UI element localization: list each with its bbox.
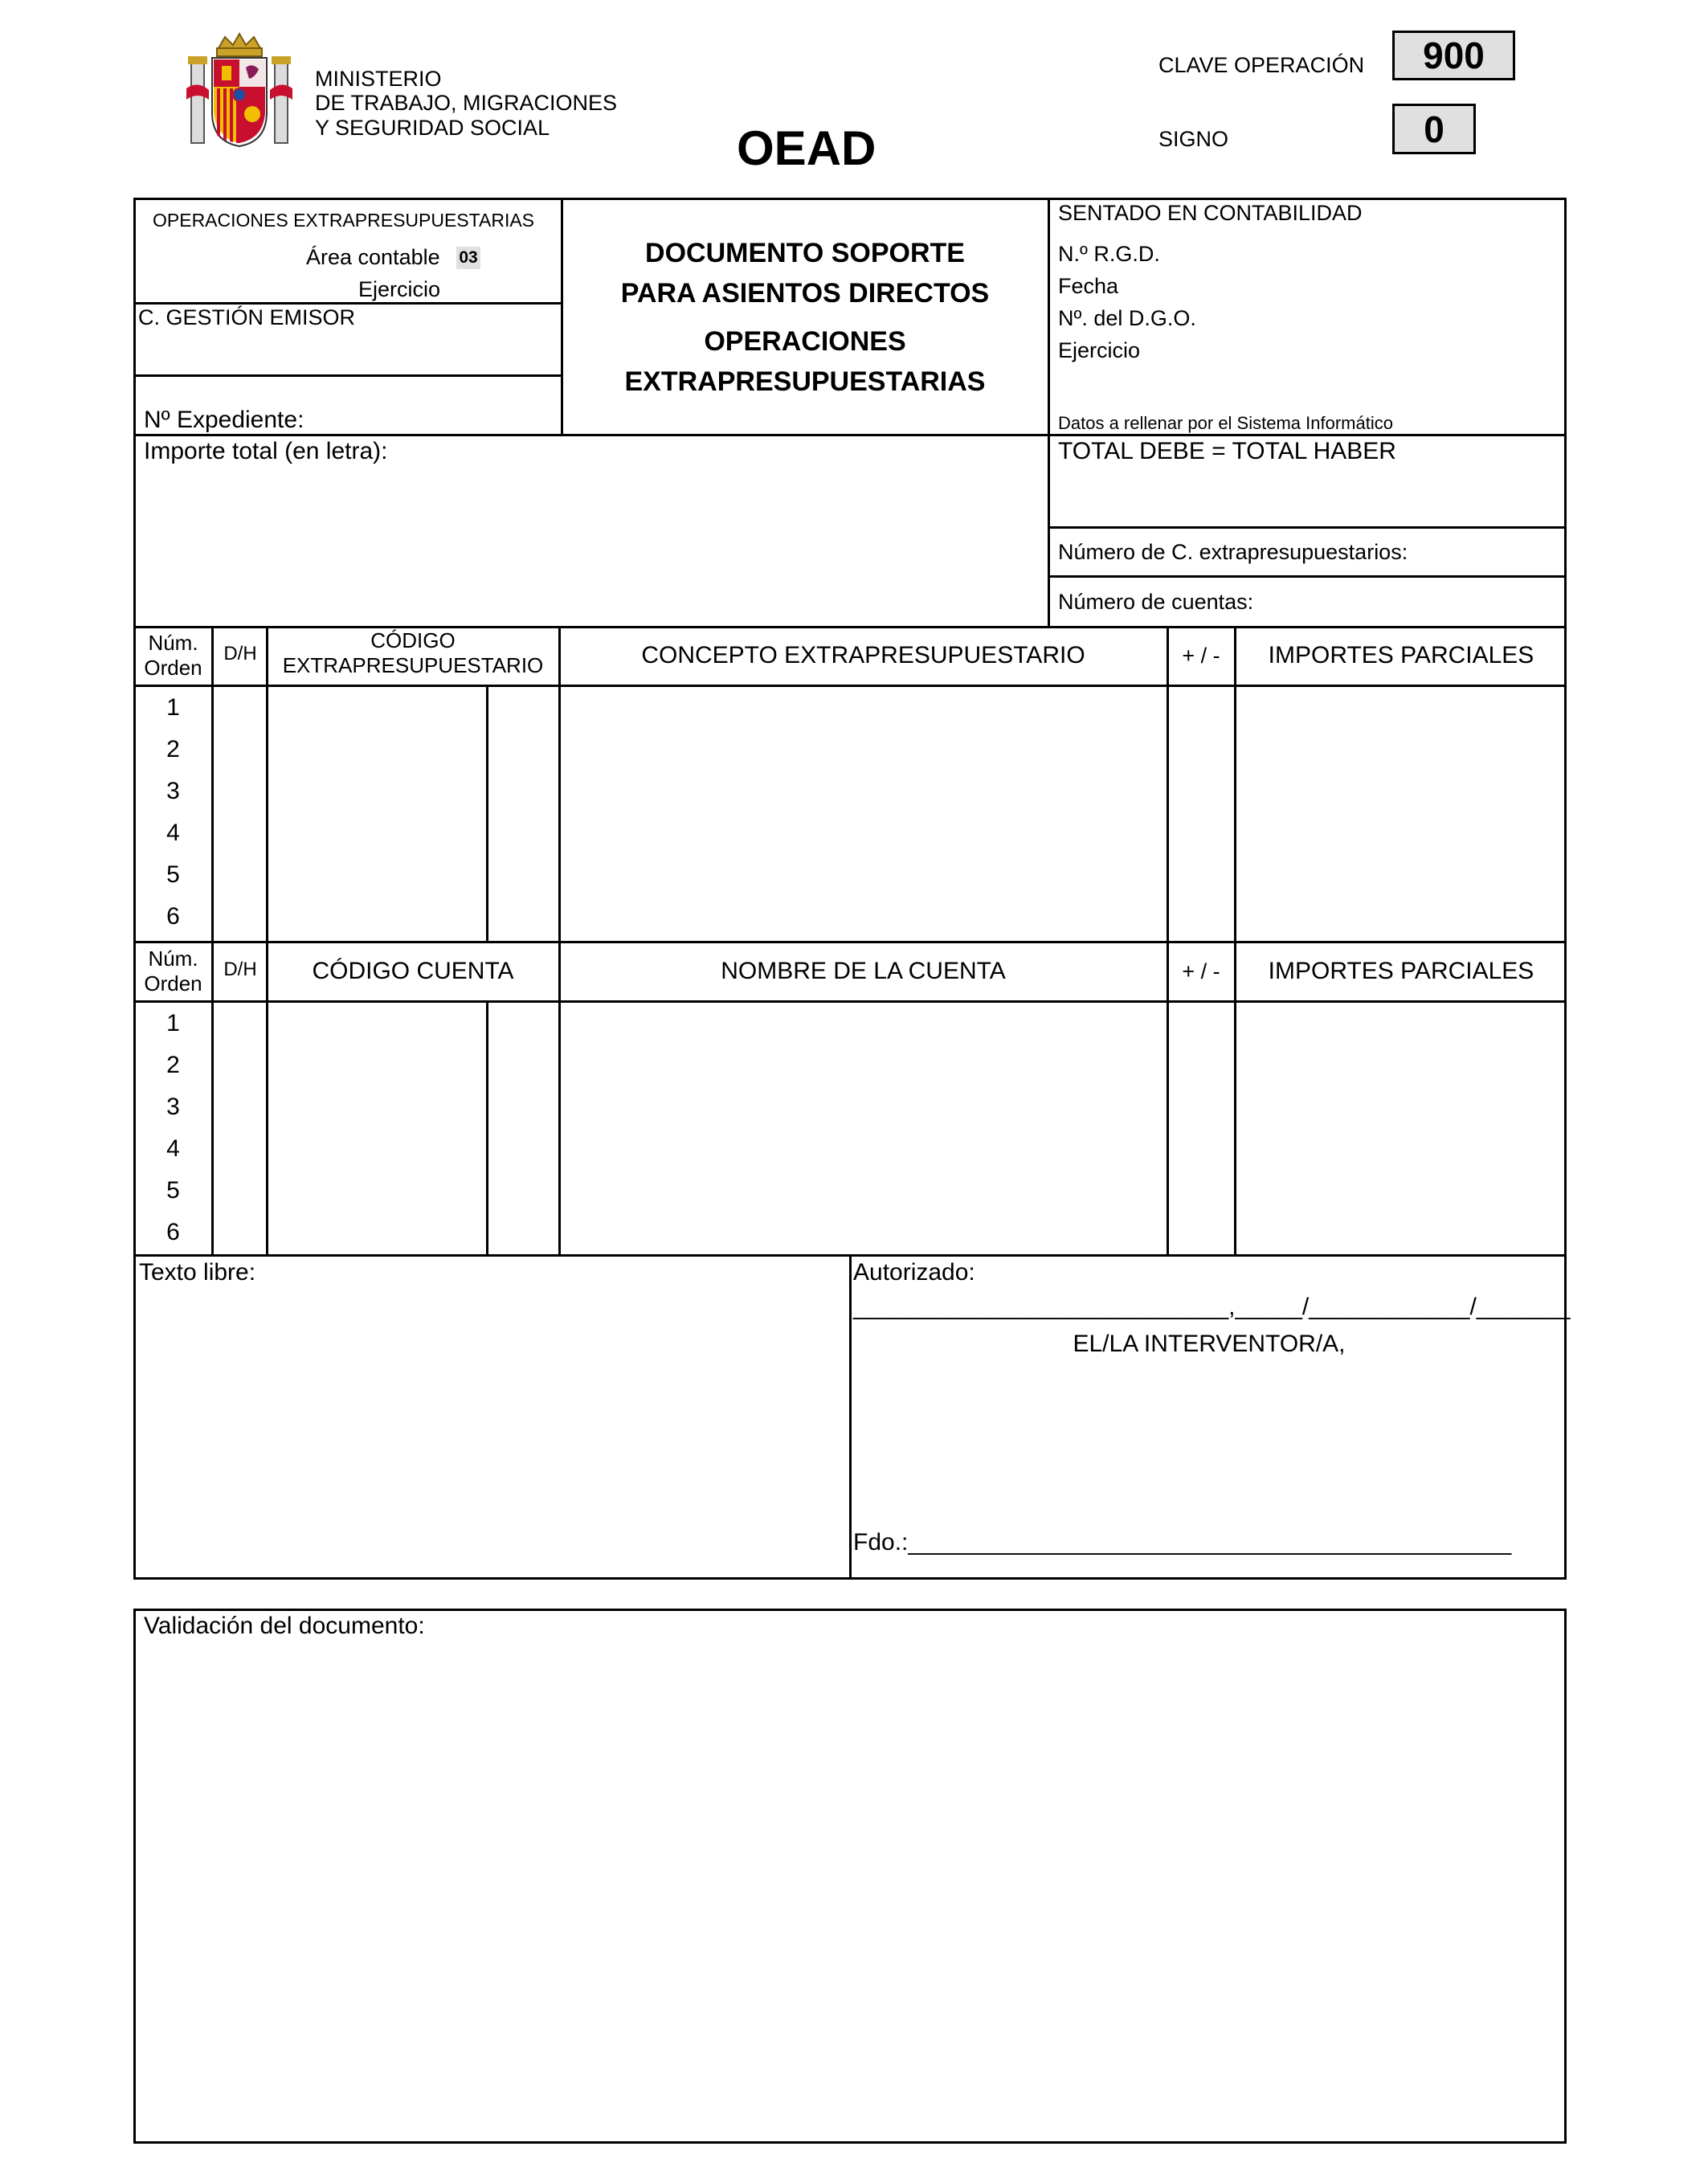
title-line-3: OPERACIONES [704, 326, 906, 357]
t1-num-label: Núm. [148, 631, 198, 655]
ops-extra-title: OPERACIONES EXTRAPRESUPUESTARIAS [153, 210, 535, 231]
ministry-line-2: DE TRABAJO, MIGRACIONES [315, 91, 618, 115]
table-row: 4 [166, 820, 180, 846]
t2-dh-header: D/H [223, 959, 257, 980]
coat-of-arms-logo [185, 32, 294, 149]
clave-operacion-value: 900 [1392, 31, 1515, 80]
sistema-note: Datos a rellenar por el Sistema Informático [1058, 413, 1393, 433]
validation-box [133, 1609, 1567, 2144]
ministry-line-3: Y SEGURIDAD SOCIAL [315, 116, 550, 140]
t1-row-numbers [133, 694, 213, 945]
texto-libre-label: Texto libre: [139, 1259, 256, 1286]
ejercicio-accounting-label: Ejercicio [1058, 338, 1141, 362]
expediente-label: Nº Expediente: [144, 407, 304, 433]
t2-orden-label: Orden [144, 971, 202, 996]
dgo-label: Nº. del D.G.O. [1058, 306, 1196, 330]
divider [558, 626, 561, 1256]
debe-haber-label: TOTAL DEBE = TOTAL HABER [1058, 438, 1396, 464]
table-row: 2 [166, 1052, 180, 1078]
fecha-label: Fecha [1058, 274, 1119, 298]
table-row: 5 [166, 1177, 180, 1204]
t2-num-label: Núm. [148, 946, 198, 971]
divider [486, 1000, 488, 1256]
table-row: 6 [166, 903, 180, 930]
signo-label: SIGNO [1158, 127, 1229, 151]
divider [133, 941, 1567, 943]
divider [133, 302, 562, 305]
interventor-label: EL/LA INTERVENTOR/A, [1073, 1331, 1346, 1357]
divider [1167, 626, 1169, 1256]
table-row: 1 [166, 694, 180, 721]
table-row: 5 [166, 861, 180, 888]
rgd-label: N.º R.G.D. [1058, 242, 1160, 266]
divider [133, 1000, 1567, 1003]
validacion-label: Validación del documento: [144, 1613, 425, 1639]
title-line-2: PARA ASIENTOS DIRECTOS [620, 278, 990, 309]
divider [849, 1254, 852, 1580]
table-row: 1 [166, 1010, 180, 1036]
t2-num-orden-header [133, 946, 213, 996]
signo-value: 0 [1392, 104, 1476, 154]
t1-codigo-line1: CÓDIGO [370, 628, 456, 652]
divider [1048, 198, 1050, 628]
divider [133, 685, 1567, 687]
t2-nombre-header: NOMBRE DE LA CUENTA [721, 958, 1006, 984]
ejercicio-label: Ejercicio [358, 277, 441, 301]
title-line-4: EXTRAPRESUPUESTARIAS [624, 366, 986, 397]
table-row: 6 [166, 1219, 180, 1245]
t1-codigo-header [268, 628, 558, 678]
t1-num-orden-header [133, 631, 213, 681]
num-extra-label: Número de C. extrapresupuestarios: [1058, 540, 1408, 564]
sentado-contabilidad-title: SENTADO EN CONTABILIDAD [1058, 201, 1363, 225]
divider [486, 685, 488, 942]
gestion-emisor-label: C. GESTIÓN EMISOR [138, 305, 356, 329]
t2-sign-header: + / - [1182, 959, 1220, 983]
area-contable-value: 03 [456, 247, 480, 269]
autorizado-label: Autorizado: [853, 1259, 975, 1286]
t1-orden-label: Orden [144, 656, 202, 680]
t1-codigo-line2: EXTRAPRESUPUESTARIO [282, 653, 544, 677]
table-row: 2 [166, 736, 180, 763]
t1-sign-header: + / - [1182, 644, 1220, 668]
divider [1048, 575, 1567, 578]
importe-total-label: Importe total (en letra): [144, 438, 388, 464]
num-cuentas-label: Número de cuentas: [1058, 590, 1254, 614]
divider [133, 374, 562, 377]
table-row: 3 [166, 778, 180, 804]
date-signature-line: ____________________________,_____/____________/_______ [853, 1294, 1571, 1320]
title-line-1: DOCUMENTO SOPORTE [645, 238, 965, 268]
divider [266, 626, 268, 1256]
clave-operacion-label: CLAVE OPERACIÓN [1158, 53, 1365, 77]
ministry-line-1: MINISTERIO [315, 67, 442, 91]
t2-codigo-header: CÓDIGO CUENTA [312, 958, 514, 984]
table-row: 4 [166, 1135, 180, 1162]
t1-importes-header: IMPORTES PARCIALES [1268, 642, 1534, 668]
t1-concepto-header: CONCEPTO EXTRAPRESUPUESTARIO [641, 642, 1085, 668]
divider [1234, 626, 1236, 1256]
divider [1048, 526, 1567, 529]
table-row: 3 [166, 1094, 180, 1120]
t2-row-numbers [133, 1010, 213, 1261]
fdo-signature-line: Fdo.:_____________________________________________ [853, 1529, 1512, 1556]
t1-dh-header: D/H [223, 643, 257, 664]
document-title [562, 233, 1048, 402]
divider [133, 434, 1567, 436]
form-code-title: OEAD [737, 121, 876, 175]
area-contable-label: Área contable [306, 245, 440, 269]
t2-importes-header: IMPORTES PARCIALES [1268, 958, 1534, 984]
